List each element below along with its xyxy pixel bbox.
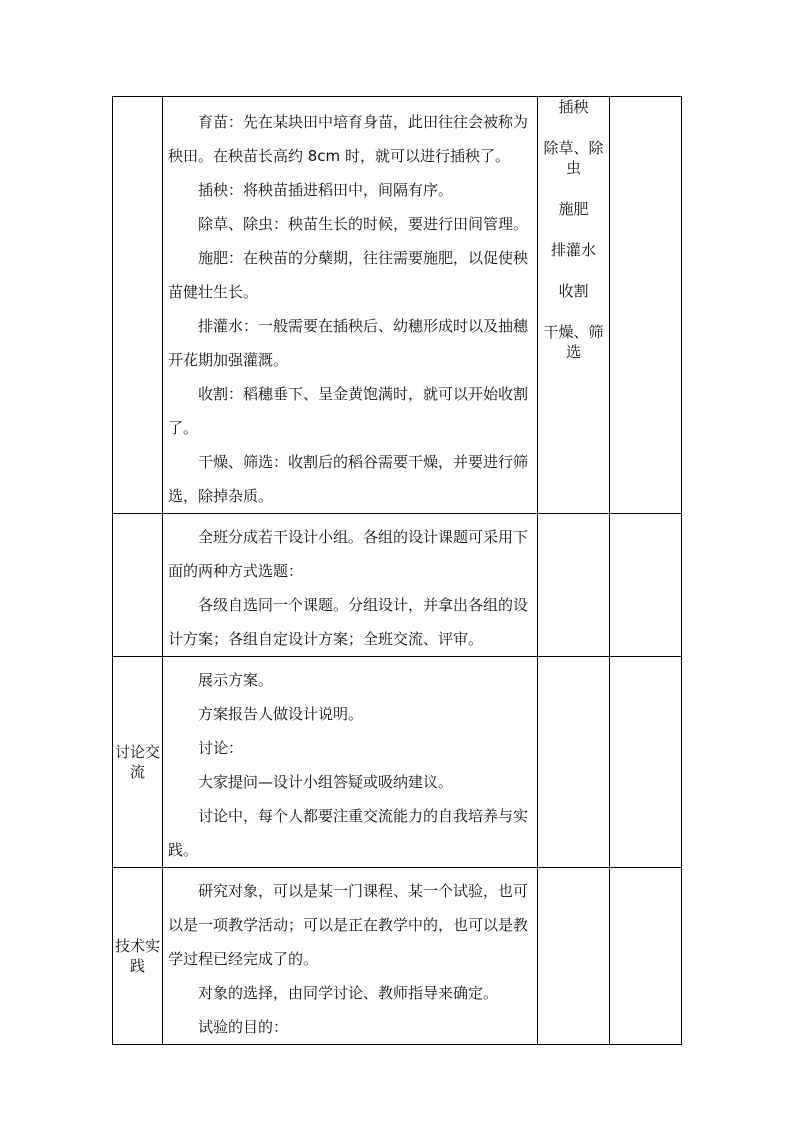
paragraph: 除草、除虫：秧苗生长的时候，要进行田间管理。: [198, 215, 529, 233]
content-cell: [163, 514, 538, 657]
content-cell: [163, 97, 538, 514]
table-row: [113, 97, 682, 514]
paragraph: 讨论中，每个人都要注重交流能力的自我培养与实践。: [168, 807, 529, 859]
paragraph: 育苗：先在某块田中培育身苗，此田往往会被称为秧田。在秧苗长高约 8cm 时，就可以进行插秧了。: [168, 113, 529, 165]
paragraph: 试验的目的：: [198, 1018, 289, 1036]
paragraph: 插秧：将秧苗插进稻田中，间隔有序。: [198, 181, 454, 199]
empty-cell: [610, 97, 682, 514]
empty-cell: [538, 868, 610, 1045]
row-label: 讨论交流: [113, 657, 163, 868]
steps-cell: [538, 97, 610, 514]
paragraph: 全班分成若干设计小组。各组的设计课题可采用下面的两种方式选题：: [168, 528, 529, 580]
empty-cell: [538, 657, 610, 868]
paragraph: 展示方案。: [198, 671, 274, 689]
empty-cell: [610, 868, 682, 1045]
step-label: 收割: [558, 282, 589, 300]
paragraph: 讨论：: [198, 739, 244, 757]
step-label: 排灌水: [550, 241, 596, 259]
empty-cell: [538, 514, 610, 657]
paragraph: 方案报告人做设计说明。: [198, 705, 364, 723]
table-row: [113, 657, 682, 868]
step-label: 除草、除虫: [543, 139, 604, 177]
table-row: [113, 514, 682, 657]
paragraph: 各级自选同一个课题。分组设计，并拿出各组的设计方案；各组自定设计方案；全班交流、评审。: [168, 596, 529, 648]
paragraph: 干燥、筛选：收割后的稻谷需要干燥，并要进行筛选，除掉杂质。: [168, 453, 529, 505]
paragraph: 研究对象，可以是某一门课程、某一个试验，也可以是一项教学活动；可以是正在教学中的，也可以是教学过程已经完成了的。: [168, 882, 529, 968]
row-label: [113, 514, 163, 657]
row-label: [113, 97, 163, 514]
paragraph: 排灌水：一般需要在插秧后、幼穗形成时以及抽穗开花期加强灌溉。: [168, 317, 529, 369]
paragraph: 对象的选择，由同学讨论、教师指导来确定。: [198, 984, 499, 1002]
paragraph: 施肥：在秧苗的分蘖期，往往需要施肥，以促使秧苗健壮生长。: [168, 249, 529, 301]
step-label: 插秧: [558, 98, 589, 116]
lesson-plan-table: [112, 96, 682, 1045]
step-label: 干燥、筛选: [543, 323, 604, 361]
row-label: 技术实践: [113, 868, 163, 1045]
content-cell: [163, 868, 538, 1045]
content-cell: [163, 657, 538, 868]
table-row: [113, 868, 682, 1045]
step-label: 施肥: [558, 200, 589, 218]
empty-cell: [610, 514, 682, 657]
paragraph: 收割：稻穗垂下、呈金黄饱满时，就可以开始收割了。: [168, 385, 529, 437]
empty-cell: [610, 657, 682, 868]
paragraph: 大家提问—设计小组答疑或吸纳建议。: [198, 773, 454, 791]
